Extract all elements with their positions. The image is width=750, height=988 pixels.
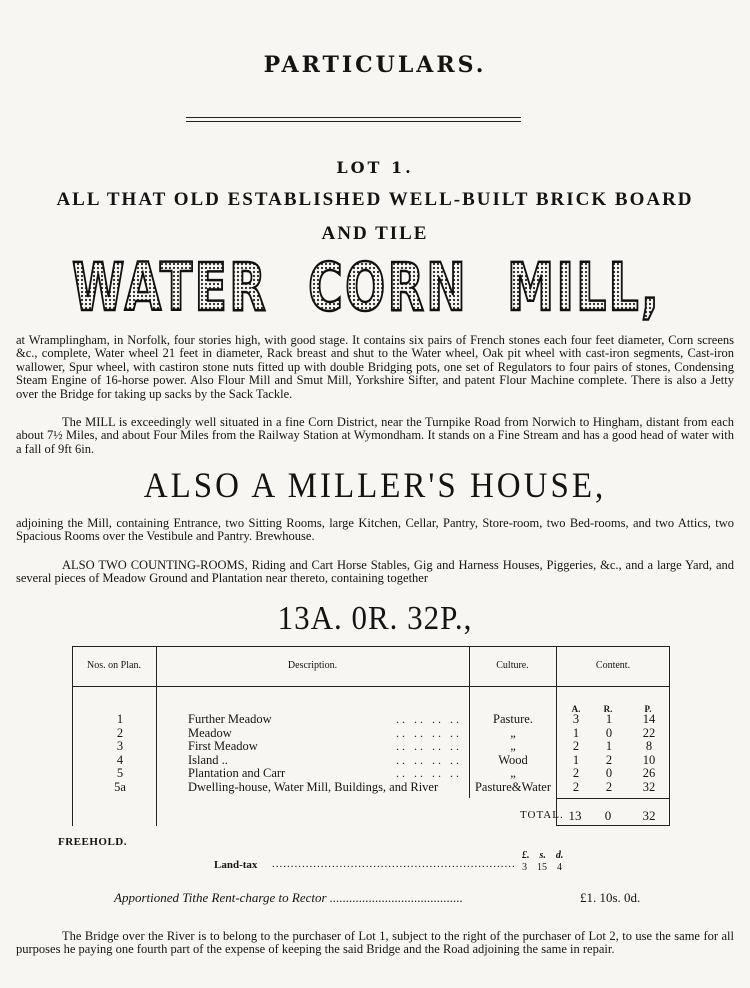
row-roods: 2 — [605, 752, 613, 767]
row-acres: 2 — [572, 739, 580, 754]
landtax-label: Land-tax — [214, 859, 258, 871]
shillings-head: s. — [539, 850, 546, 861]
title-word-corn: CORN — [308, 250, 468, 326]
house-description: adjoining the Mill, containing Entrance, two Sitting Rooms, large Kitchen, Cellar, Pantry, Store-room, two Bed-rooms, and two Attics, two Spacious Rooms over the Vestibule and Pantry. Brewhouse. — [16, 516, 734, 544]
tithe-line — [114, 890, 463, 906]
row-culture: „ — [510, 739, 516, 754]
row-description: Dwelling-house, Water Mill, Buildings, and River — [188, 780, 439, 794]
row-plan-number: 2 — [116, 725, 124, 740]
tagline-line-2: AND TILE — [321, 223, 429, 244]
land-schedule-table — [72, 646, 670, 826]
row-description: Plantation and Carr — [188, 766, 286, 781]
row-plan-number: 5a — [114, 780, 126, 794]
header-nos-on-plan: Nos. on Plan. — [87, 660, 141, 671]
pounds-head: £. — [522, 850, 530, 861]
title-word-water: WATER — [72, 250, 268, 326]
mill-description: at Wramplingham, in Norfolk, four stories high, with good stage. It contains six pairs of French stones each four feet diameter, Corn screens &c., complete, Water wheel 21 feet in diameter, Rack breast and shut to the Water wheel, Oak pit wheel with cast-iron segments, Cast-iron wallower, Spur wheel, with castiron stone nuts fitted up with double Bridging pots, one set of Regulators to four pairs of stones, Condensing Steam Engine of 16-horse power. Also Flour Mill and Smut Mill, Yorkshire Sifter, and patent Flour Machine complete. There is also a Jetty over the Bridge for taking up sacks by the Sack Tackle. — [16, 333, 734, 401]
landtax-pence: 4 — [557, 862, 562, 873]
row-roods: 0 — [605, 725, 613, 740]
row-plan-number: 5 — [116, 766, 124, 781]
row-perches: 22 — [642, 725, 656, 740]
leader-dots: ................................................................. — [272, 858, 516, 870]
leader-dots: ......................................... — [329, 890, 464, 905]
subheader-roods: R. — [603, 704, 613, 714]
row-acres: 2 — [572, 766, 580, 781]
tithe-amount: £1. 10s. 0d. — [580, 890, 641, 905]
leader-dots: .. .. .. .. — [396, 766, 462, 781]
counting-rooms-description: ALSO TWO COUNTING-ROOMS, Riding and Cart Horse Stables, Gig and Harness Houses, Piggeries, &c., and a large Yard, and several pieces of Meadow Ground and Plantation near thereto, containing together — [16, 558, 734, 586]
title-water-corn-mill — [0, 250, 750, 336]
row-acres: 3 — [572, 712, 580, 726]
row-description: Island .. — [188, 752, 228, 767]
tenure-freehold: FREEHOLD. — [58, 836, 127, 848]
bridge-clause: The Bridge over the River is to belong to the purchaser of Lot 1, subject to the right of the purchaser of Lot 2, to use the same for all purposes he paying one fourth part of the expense of keeping the said Bridge and the Road adjoining the same in repair. — [16, 929, 734, 957]
total-acreage: 13A. 0R. 32P., — [277, 598, 473, 637]
row-perches: 32 — [642, 780, 656, 794]
header-culture: Culture. — [496, 660, 529, 671]
tagline-line-1: ALL THAT OLD ESTABLISHED WELL-BUILT BRICK BOARD — [56, 189, 694, 210]
pence-head: d. — [555, 850, 564, 861]
landtax-amount — [522, 862, 582, 873]
row-perches: 14 — [642, 712, 656, 726]
landtax-pounds: 3 — [522, 862, 527, 873]
header-content: Content. — [595, 660, 631, 671]
lot-number: LOT 1. — [336, 158, 414, 177]
total-roods: 0 — [604, 808, 612, 823]
subheader-acres: A. — [571, 704, 581, 714]
row-description: Meadow — [188, 725, 232, 740]
row-plan-number: 1 — [116, 712, 124, 726]
row-roods: 1 — [605, 712, 613, 726]
tithe-label: Apportioned Tithe Rent-charge to Rector — [114, 890, 327, 905]
row-plan-number: 3 — [116, 739, 124, 754]
row-culture: Pasture&Water — [474, 780, 552, 794]
landtax-shillings: 15 — [537, 862, 547, 873]
row-acres: 2 — [572, 780, 580, 794]
title-word-mill: MILL, — [507, 250, 661, 326]
row-culture: Wood — [498, 752, 528, 767]
subheader-perches: P. — [644, 704, 652, 714]
row-roods: 2 — [605, 780, 613, 794]
total-label: TOTAL. — [520, 809, 564, 821]
row-roods: 1 — [605, 739, 613, 754]
page-heading: PARTICULARS. — [263, 52, 487, 78]
row-acres: 1 — [572, 725, 580, 740]
row-perches: 26 — [642, 766, 656, 781]
leader-dots: .. .. .. .. — [396, 712, 462, 726]
row-perches: 8 — [645, 739, 653, 754]
row-perches: 10 — [642, 752, 656, 767]
row-plan-number: 4 — [116, 752, 124, 767]
total-acres: 13 — [568, 808, 582, 823]
row-culture: „ — [510, 766, 516, 781]
total-perches: 32 — [642, 808, 656, 823]
row-culture: „ — [510, 725, 516, 740]
millers-house-heading: ALSO A MILLER'S HOUSE, — [143, 466, 607, 506]
mill-situation: The MILL is exceedingly well situated in a fine Corn District, near the Turnpike Road from Norwich to Hingham, distant from each about 7½ Miles, and about Four Miles from the Railway Station at Wymondham. It stands on a Fine Stream and has a good head of water with a fall of 9ft 6in. — [16, 415, 734, 456]
leader-dots: .. .. .. .. — [396, 739, 462, 754]
row-roods: 0 — [605, 766, 613, 781]
row-culture: Pasture. — [493, 712, 533, 726]
leader-dots: .. .. .. .. — [396, 752, 462, 767]
double-rule — [186, 117, 521, 122]
row-description: First Meadow — [188, 739, 258, 754]
currency-heads — [522, 850, 582, 861]
leader-dots: .. .. .. .. — [396, 725, 462, 740]
row-description: Further Meadow — [188, 712, 272, 726]
row-acres: 1 — [572, 752, 580, 767]
header-description: Description. — [287, 660, 338, 671]
